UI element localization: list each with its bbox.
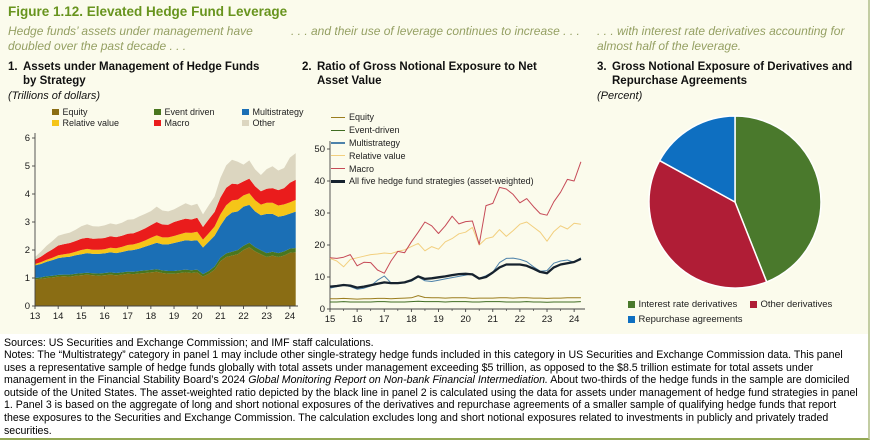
notes-paragraph [4,349,862,437]
svg-text:23: 23 [261,311,273,322]
line-event-driven [330,301,581,302]
svg-text:17: 17 [378,314,390,325]
legend-label: Other derivatives [760,299,833,310]
legend-item-macro [154,118,242,128]
svg-text:15: 15 [76,311,87,322]
legend-swatch [154,109,161,116]
panel2-title: Ratio of Gross Notional Exposure to Net Asset Value [317,61,537,87]
legend-label: Relative value [62,118,120,128]
svg-text:20: 20 [314,240,325,252]
panel3-exposure-pie [600,107,862,325]
legend-item-other [242,118,304,128]
legend-item-all-five-hedge-fund-strategies-asset-weighted- [331,175,534,188]
legend-label: Repurchase agreements [638,314,743,325]
svg-text:22: 22 [514,314,526,325]
svg-text:0: 0 [24,301,30,313]
legend-line-swatch [331,168,345,169]
legend-item-relative-value [331,149,534,162]
legend-label: Equity [349,112,375,123]
svg-text:16: 16 [99,311,110,322]
legend-label: Macro [349,163,375,174]
svg-text:16: 16 [351,314,363,325]
legend-item-repurchase-agreements [628,314,798,325]
svg-text:21: 21 [215,311,226,322]
svg-text:21: 21 [487,314,499,325]
legend-line-swatch [331,130,345,131]
svg-text:2: 2 [24,245,30,257]
legend-item-multistrategy [331,137,534,150]
legend-item-macro [331,162,534,175]
panel1-number: 1. [8,61,18,73]
legend-item-interest-rate-derivatives [628,299,750,310]
legend-item-other-derivatives [750,299,860,310]
legend-swatch [242,109,249,116]
svg-text:18: 18 [406,314,417,325]
panel1-title: Assets under Management of Hedge Funds by Strategy [23,61,260,87]
svg-text:40: 40 [314,176,325,188]
legend-item-event-driven [331,124,534,137]
legend-label: Interest rate derivatives [638,299,738,310]
svg-text:3: 3 [24,217,30,229]
panel1-unit-label: (Trillions of dollars) [8,90,101,102]
svg-text:6: 6 [24,133,30,145]
panel1-header [8,61,275,88]
panel3-unit-label: (Percent) [597,90,643,102]
panel2-number: 2. [302,61,312,73]
legend-swatch [242,120,249,127]
legend-label: Macro [164,118,190,128]
line-all-five-hedge-fund-strategies-asset-weighted- [330,259,581,288]
svg-text:14: 14 [52,311,64,322]
svg-text:50: 50 [314,144,325,156]
legend-label: All five hedge fund strategies (asset-weighted) [349,176,534,187]
legend-swatch [154,120,161,127]
legend-line-swatch [331,180,345,183]
panel3-title: Gross Notional Exposure of Derivatives and Repurchase Agreements [612,61,853,87]
svg-text:15: 15 [324,314,336,325]
legend-line-swatch [331,142,345,143]
notes-text-post: About two-thirds of the hedge funds in the sample are domiciled outside of the United States. The asset-weighted ratio depicted by the black line in panel 2 is calculated using the data for assets under management of hedge fund strategies in panel 1. Panel 3 is based on the aggregate of long and short notional exposures of the derivatives and repurchase agreements of a smaller sample of qualifying hedge funds that report these exposures to the Securities and Exchange Commission. The calculation excludes long and short notional exposures related to investments in publicly and privately traded securities. [4,374,858,437]
legend-item-multistrategy [242,107,304,117]
legend-label: Multistrategy [349,137,401,148]
line-relative-value [330,222,581,267]
panel2-leverage-lines [303,107,595,333]
figure-title: Figure 1.12. Elevated Hedge Fund Leverage [8,4,288,19]
legend-label: Multistrategy [252,107,304,117]
panel3-legend [600,297,862,325]
line-equity [330,296,581,300]
svg-text:18: 18 [145,311,157,322]
svg-text:19: 19 [433,314,444,325]
legend-swatch [628,301,635,308]
svg-text:17: 17 [122,311,133,322]
panel3-subtitle: . . . with interest rate derivatives accounting for almost half of the leverage. [597,24,845,54]
svg-text:10: 10 [314,272,325,284]
legend-swatch [628,316,635,323]
svg-text:20: 20 [460,314,471,325]
svg-text:24: 24 [284,311,296,322]
legend-label: Event driven [164,107,215,117]
legend-label: Equity [62,107,88,117]
svg-text:22: 22 [238,311,249,322]
legend-item-equity [52,107,154,117]
legend-line-swatch [331,155,345,156]
svg-text:19: 19 [168,311,180,322]
panel3-chart [600,107,862,297]
svg-text:5: 5 [24,161,30,173]
panel1-legend [52,107,304,128]
legend-swatch [52,109,59,116]
legend-item-event-driven [154,107,242,117]
legend-label: Relative value [349,150,406,161]
legend-label: Event-driven [349,125,400,136]
legend-swatch [750,301,757,308]
panel2-subtitle: . . . and their use of leverage continues to increase . . . [291,24,580,38]
panel2-legend [331,111,534,188]
svg-text:20: 20 [191,311,203,322]
svg-text:13: 13 [29,311,41,322]
panel1-aum-stacked-area [8,107,304,328]
svg-text:4: 4 [24,189,30,201]
svg-text:24: 24 [568,314,580,325]
legend-line-swatch [331,117,345,118]
svg-text:0: 0 [319,304,325,316]
panel2-header [302,61,569,88]
panel1-subtitle: Hedge funds’ assets under management have doubled over the past decade . . . [8,24,253,54]
legend-item-equity [331,111,534,124]
panel1-chart [8,128,300,328]
svg-text:23: 23 [541,314,553,325]
legend-item-relative-value [52,118,154,128]
svg-text:1: 1 [24,273,30,285]
legend-label: Other [252,118,276,128]
notes-text-pre: Notes: The “Multistrategy” category in panel 1 may include other single-strategy hedge funds included in this category in US Securities and Exchange Commission data. This panel uses a representative sample of hedge funds globally with total assets under management exceeding $5 trillion, as opposed to the $8.5 trillion estimate for total assets under management in the Financial Stability Board’s 2024 [4,349,843,387]
sources-line: Sources: US Securities and Exchange Commission; and IMF staff calculations. [4,337,374,349]
panel3-header [597,61,860,88]
legend-swatch [52,120,59,127]
notes-text-italic: Global Monitoring Report on Non-bank Financial Intermediation. [248,374,548,387]
panel3-number: 3. [597,61,607,73]
svg-text:30: 30 [314,208,325,220]
